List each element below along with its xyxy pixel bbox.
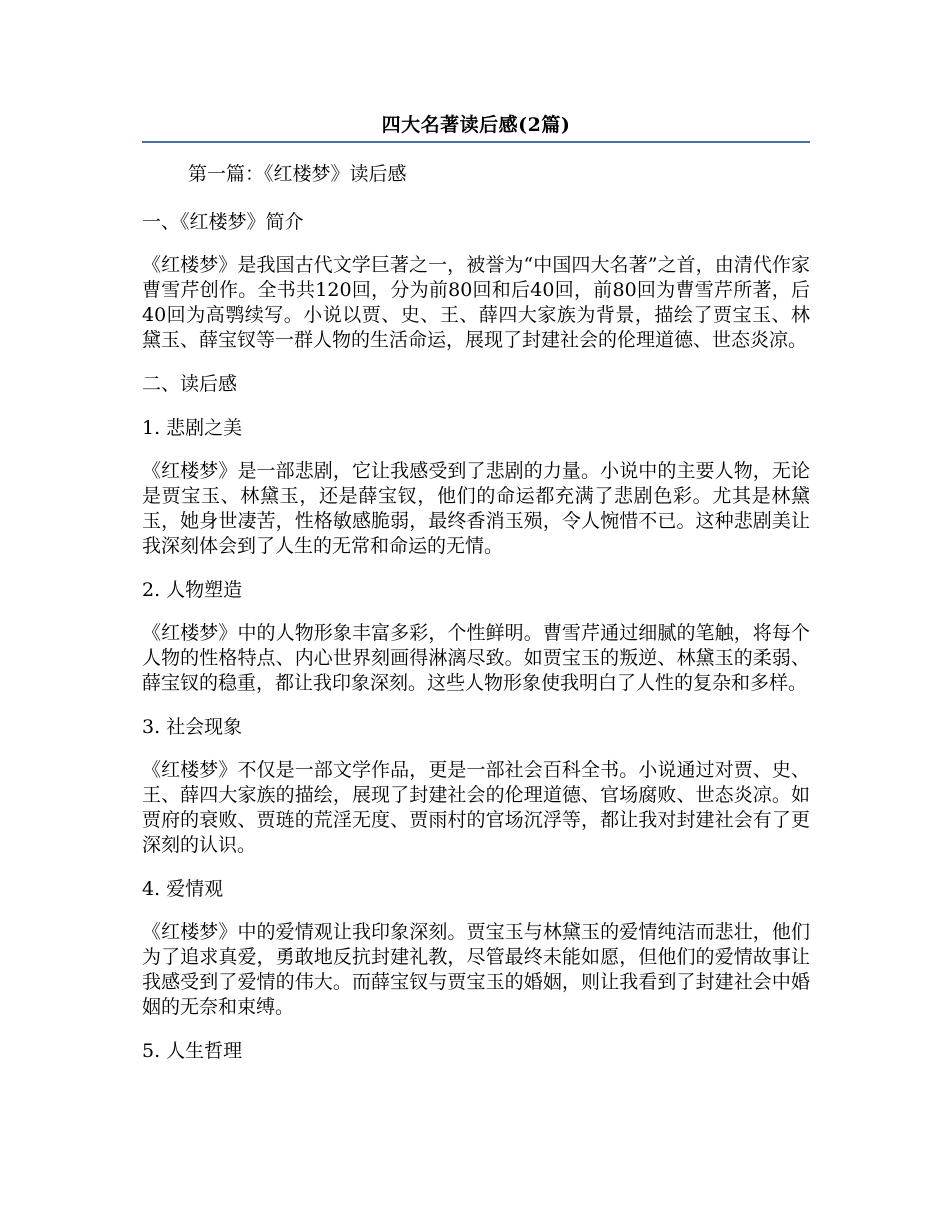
paragraph-love: 《红楼梦》中的爱情观让我印象深刻。贾宝玉与林黛玉的爱情纯洁而悲壮，他们为了追求真爱，勇敢地反抗封建礼教，尽管最终未能如愿，但他们的爱情故事让我感受到了爱情的伟大。而薛宝钗与贾宝玉的婚姻，则让我看到了封建社会中婚姻的无奈和束缚。 (142, 921, 810, 1018)
subheading-society: 3. 社会现象 (142, 716, 243, 738)
document-title: 四大名著读后感(2篇) (381, 114, 571, 136)
paragraph-characters: 《红楼梦》中的人物形象丰富多彩，个性鲜明。曹雪芹通过细腻的笔触，将每个人物的性格特点、内心世界刻画得淋漓尽致。如贾宝玉的叛逆、林黛玉的柔弱、薛宝钗的稳重，都让我印象深刻。这些人物形象使我明白了人性的复杂和多样。 (142, 622, 810, 694)
document-page (142, 110, 810, 1082)
subheading-love: 4. 爱情观 (142, 878, 224, 900)
title-underline (142, 141, 810, 143)
paragraph-tragedy: 《红楼梦》是一部悲剧，它让我感受到了悲剧的力量。小说中的主要人物，无论是贾宝玉、林黛玉，还是薛宝钗，他们的命运都充满了悲剧色彩。尤其是林黛玉，她身世凄苦，性格敏感脆弱，最终香消玉殒，令人惋惜不已。这种悲剧美让我深刻体会到了人生的无常和命运的无情。 (142, 460, 810, 557)
section-heading-intro: 一、《红楼梦》简介 (142, 211, 304, 233)
section-heading-reflection: 二、读后感 (142, 373, 238, 395)
subheading-characters: 2. 人物塑造 (142, 579, 243, 601)
subheading-philosophy: 5. 人生哲理 (142, 1040, 243, 1062)
paragraph-society: 《红楼梦》不仅是一部文学作品，更是一部社会百科全书。小说通过对贾、史、王、薛四大家族的描绘，展现了封建社会的伦理道德、官场腐败、世态炎凉。如贾府的衰败、贾琏的荒淫无度、贾雨村的官场沉浮等，都让我对封建社会有了更深刻的认识。 (142, 759, 810, 856)
subheading-tragedy: 1. 悲剧之美 (142, 417, 243, 439)
part-title: 第一篇：《红楼梦》读后感 (188, 163, 407, 185)
paragraph-intro: 《红楼梦》是我国古代文学巨著之一，被誉为“中国四大名著”之首，由清代作家曹雪芹创作。全书共120回，分为前80回和后40回，前80回为曹雪芹所著，后40回为高鹗续写。小说以贾、史、王、薛四大家族为背景，描绘了贾宝玉、林黛玉、薛宝钗等一群人物的生活命运，展现了封建社会的伦理道德、世态炎凉。 (142, 254, 810, 351)
